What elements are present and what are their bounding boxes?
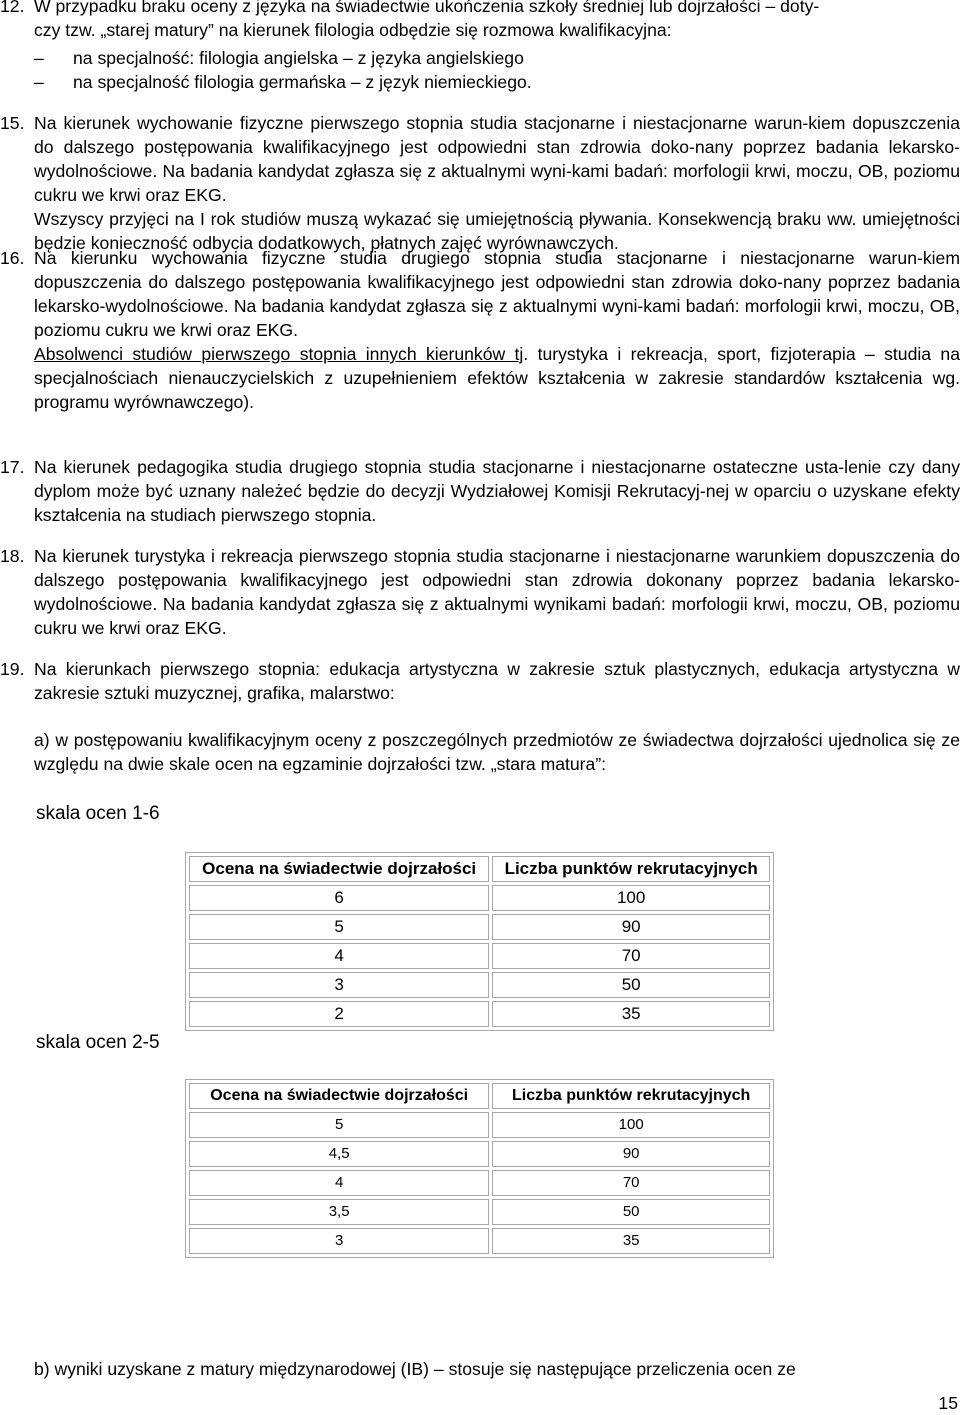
table-row: 4 70 [189, 943, 770, 969]
item-16 [0, 246, 960, 414]
table-header-row [189, 856, 770, 882]
item-19-number: 19. [0, 659, 25, 679]
item-16-text: Na kierunku wychowania fizyczne studia drugiego stopnia studia stacjonarne i niestacjonarne warun-kiem dopuszczenia do dalszego postępowania kwalifikacyjnego jest odpowiedni stan zdrowia doko-nany poprzez badania lekarsko-wydolnościowe. Na badania kandydat zgłasza się z aktualnymi wyni-kami badań: morfologii krwi, moczu, OB, poziomu cukru we krwi oraz EKG. [34, 248, 960, 340]
item-19 [0, 657, 960, 705]
table-header-row [189, 1083, 770, 1109]
item-16-number: 16. [0, 248, 25, 268]
dash-bullet-icon: – [34, 72, 44, 92]
item-12-number: 12. [0, 0, 25, 16]
item-16-text-2: Absolwenci studiów pierwszego stopnia innych kierunków tj. turystyka i rekreacja, sport, fizjoterapia – studia na specjalnościach nienauczycielskich z uzupełnieniem efektów kształcenia w zakresie standardów kształcenia wg. programu wyrównawczego). [34, 344, 960, 412]
item-17 [0, 455, 960, 527]
item-18-text: Na kierunek turystyka i rekreacja pierwszego stopnia studia stacjonarne i niestacjonarne warunkiem dopuszczenia do dalszego postępowania kwalifikacyjnego jest odpowiedni stan zdrowia dokonany poprzez badania lekarsko-wydolnościowe. Na badania kandydat zgłasza się z aktualnymi wynikami badań: morfologii krwi, moczu, OB, poziomu cukru we krwi oraz EKG. [34, 546, 960, 638]
item-18 [0, 544, 960, 640]
table-header-grade: Ocena na świadectwie dojrzałości [189, 856, 489, 882]
table-row: 3 35 [189, 1228, 770, 1254]
table-row: 4,5 90 [189, 1141, 770, 1167]
scale-2-table [185, 1079, 774, 1258]
item-16-underlined: Absolwenci studiów pierwszego stopnia innych kierunków tj [34, 344, 524, 364]
item-19-text: Na kierunkach pierwszego stopnia: edukacja artystyczna w zakresie sztuk plastycznych, edukacja artystyczna w zakresie sztuki muzycznej, grafika, malarstwo: [34, 659, 960, 703]
item-12-line-1: W przypadku braku oceny z języka na świadectwie ukończenia szkoły średniej lub dojrzałości – doty- [34, 0, 820, 16]
item-12 [0, 0, 960, 42]
table-row: 3 50 [189, 972, 770, 998]
table-header-points: Liczba punktów rekrutacyjnych [492, 856, 770, 882]
dash-bullet-icon: – [34, 48, 44, 68]
table-row: 6 100 [189, 885, 770, 911]
table-row: 5 100 [189, 1112, 770, 1138]
scale-1-label: skala ocen 1-6 [36, 803, 160, 824]
item-15-number: 15. [0, 113, 25, 133]
table-row: 3,5 50 [189, 1199, 770, 1225]
item-18-number: 18. [0, 546, 25, 566]
page-number: 15 [938, 1393, 958, 1413]
scale-2-label: skala ocen 2-5 [36, 1032, 160, 1053]
table-row: 5 90 [189, 914, 770, 940]
item-15-text-2: Wszyscy przyjęci na I rok studiów muszą wykazać się umiejętnością pływania. Konsekwencją braku ww. umiejętności będzie konieczność odbycia dodatkowych, płatnych zajęć wyrównawczych. [34, 209, 960, 253]
item-12-line-2: czy tzw. „starej matury” na kierunek filologia odbędzie się rozmowa kwalifikacyjna: [34, 20, 672, 40]
item-17-number: 17. [0, 457, 25, 477]
scale-1-table [185, 852, 774, 1031]
table-row: 4 70 [189, 1170, 770, 1196]
item-15 [0, 111, 960, 255]
item-19-a-text: a) w postępowaniu kwalifikacyjnym oceny z poszczególnych przedmiotów ze świadectwa dojrzałości ujednolica się ze względu na dwie skale ocen na egzaminie dojrzałości tzw. „stara matura”: [34, 730, 960, 774]
item-19-b-text: b) wyniki uzyskane z matury międzynarodowej (IB) – stosuje się następujące przeliczenia ocen ze [34, 1359, 796, 1379]
item-17-text: Na kierunek pedagogika studia drugiego stopnia studia stacjonarne i niestacjonarne ostateczne usta-lenie czy dany dyplom może być uznany należeć będzie do decyzji Wydziałowej Komisji Rekrutacyj-nej w oparciu o uzyskane efekty kształcenia na studiach pierwszego stopnia. [34, 457, 960, 525]
table-header-grade: Ocena na świadectwie dojrzałości [189, 1083, 489, 1109]
item-15-text: Na kierunek wychowanie fizyczne pierwszego stopnia studia stacjonarne i niestacjonarne warun-kiem dopuszczenia do dalszego postępowania kwalifikacyjnego jest odpowiedni stan zdrowia doko-nany poprzez badania lekarsko-wydolnościowe. Na badania kandydat zgłasza się z aktualnymi wyni-kami badań: morfologii krwi, moczu, OB, poziomu cukru we krwi oraz EKG. [34, 113, 960, 205]
table-row: 2 35 [189, 1001, 770, 1027]
table-header-points: Liczba punktów rekrutacyjnych [492, 1083, 770, 1109]
